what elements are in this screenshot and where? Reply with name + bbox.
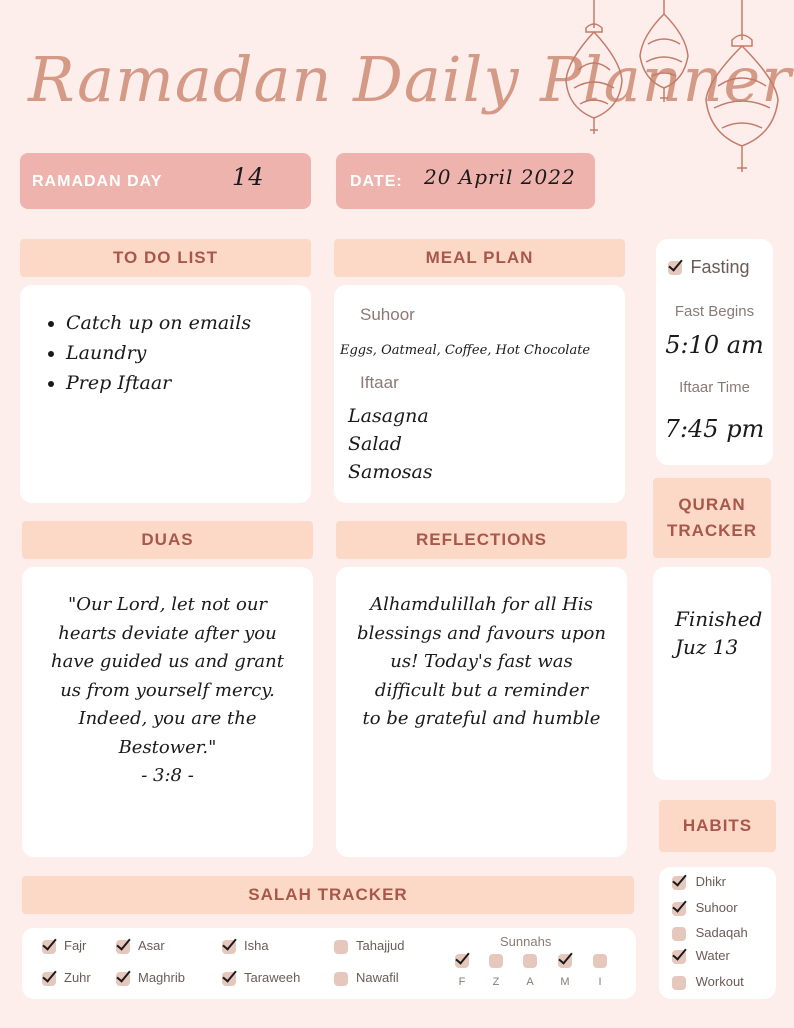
ramadan-day-label: RAMADAN DAY — [32, 173, 163, 190]
ramadan-day-value: 14 — [232, 163, 265, 191]
sunnah-letter: M — [560, 976, 570, 988]
salah-zuhr[interactable] — [42, 970, 91, 986]
lantern-pattern — [646, 39, 682, 76]
salah-label: Isha — [244, 938, 269, 953]
lantern-body — [706, 46, 778, 146]
sunnah-maghrib[interactable] — [555, 954, 575, 988]
reflections-header: REFLECTIONS — [336, 521, 627, 559]
habit-label: Water — [695, 948, 730, 963]
habit-label: Dhikr — [695, 874, 726, 889]
lantern-pattern — [574, 63, 614, 104]
salah-checkbox[interactable] — [334, 972, 348, 986]
todo-list — [20, 307, 251, 399]
reflections-line: difficult but a reminder — [374, 679, 589, 701]
todo-header: TO DO LIST — [20, 239, 311, 277]
lantern-tip — [590, 118, 598, 134]
salah-checkbox[interactable] — [222, 940, 236, 954]
lantern-pattern — [714, 78, 770, 128]
duas-reference: - 3:8 - — [141, 765, 194, 786]
habit-checkbox[interactable] — [672, 927, 686, 941]
lantern-tip — [737, 146, 747, 172]
sunnah-checkbox[interactable] — [489, 954, 503, 968]
duas-line: "Our Lord, let not our — [67, 594, 268, 615]
duas-card — [22, 567, 313, 857]
salah-checkbox[interactable] — [116, 940, 130, 954]
page-title: Ramadan Daily Planner — [28, 43, 792, 116]
sunnah-asar[interactable] — [520, 954, 540, 988]
iftaar-label: Iftaar — [360, 373, 399, 392]
iftaar-item[interactable]: Lasagna — [348, 405, 429, 427]
habit-sadaqah[interactable] — [672, 925, 748, 941]
salah-label: Tahajjud — [356, 938, 405, 953]
reflections-card — [336, 567, 627, 857]
lantern-body — [640, 14, 688, 88]
sunnah-isha[interactable] — [590, 954, 610, 988]
iftaar-item[interactable]: Salad — [348, 433, 402, 455]
sunnah-letter: I — [598, 976, 602, 988]
habit-checkbox[interactable] — [672, 950, 686, 964]
habit-label: Sadaqah — [695, 925, 748, 940]
fasting-checkbox[interactable] — [668, 261, 682, 275]
habit-label: Suhoor — [695, 900, 738, 915]
salah-maghrib[interactable] — [116, 970, 185, 986]
duas-line: hearts deviate after you — [58, 622, 277, 644]
habit-dhikr[interactable] — [672, 874, 726, 890]
habit-checkbox[interactable] — [672, 902, 686, 916]
salah-nawafil[interactable] — [334, 970, 399, 986]
meal-plan-header: MEAL PLAN — [334, 239, 625, 277]
ramadan-day-field[interactable] — [20, 153, 311, 209]
habit-workout[interactable] — [672, 974, 744, 990]
reflections-line: us! Today's fast was — [390, 651, 573, 672]
salah-label: Taraweeh — [244, 970, 301, 985]
reflections-text[interactable] — [336, 591, 627, 734]
date-field[interactable] — [336, 153, 595, 209]
duas-header: DUAS — [22, 521, 313, 559]
quran-progress-line1[interactable]: Finished — [675, 607, 763, 631]
iftaar-item[interactable]: Samosas — [348, 461, 433, 483]
habit-checkbox[interactable] — [672, 876, 686, 890]
sunnah-checkbox[interactable] — [455, 954, 469, 968]
date-value: 20 April 2022 — [424, 165, 576, 189]
salah-checkbox[interactable] — [334, 940, 348, 954]
meal-plan-card — [334, 285, 625, 503]
sunnahs-label: Sunnahs — [500, 934, 552, 949]
fasting-label: Fasting — [690, 257, 750, 277]
lantern-tip — [660, 88, 668, 102]
salah-label: Asar — [138, 938, 165, 953]
duas-line: have guided us and grant — [51, 651, 284, 672]
duas-line: Bestower." — [118, 736, 217, 758]
duas-line: Indeed, you are the — [78, 708, 257, 729]
sunnah-fajr[interactable] — [452, 954, 472, 988]
salah-tahajjud[interactable] — [334, 938, 404, 954]
salah-fajr[interactable] — [42, 938, 86, 954]
date-label: DATE: — [350, 173, 403, 190]
salah-checkbox[interactable] — [42, 940, 56, 954]
salah-tracker-header: SALAH TRACKER — [22, 876, 634, 914]
fasting-card — [656, 239, 773, 465]
sunnah-letter: A — [526, 976, 534, 988]
salah-label: Maghrib — [138, 970, 185, 985]
quran-progress-line2[interactable]: Juz 13 — [675, 635, 739, 659]
duas-line: us from yourself mercy. — [60, 679, 275, 701]
duas-text[interactable] — [22, 591, 313, 791]
sunnah-checkbox[interactable] — [593, 954, 607, 968]
quran-tracker-card — [653, 567, 771, 780]
habits-header: HABITS — [659, 800, 776, 852]
suhoor-text[interactable]: Eggs, Oatmeal, Coffee, Hot Chocolate — [340, 343, 591, 358]
reflections-line: to be grateful and humble — [362, 708, 601, 729]
fast-begins-label: Fast Begins — [674, 303, 755, 320]
fasting-row[interactable] — [668, 257, 749, 278]
lantern-body — [566, 32, 622, 118]
quran-tracker-header — [653, 478, 771, 558]
todo-item[interactable]: • Prep Iftaar — [66, 369, 251, 397]
salah-label: Fajr — [64, 938, 87, 953]
sunnah-checkbox[interactable] — [558, 954, 572, 968]
suhoor-label: Suhoor — [360, 305, 415, 324]
salah-checkbox[interactable] — [42, 972, 56, 986]
habit-suhoor[interactable] — [672, 900, 738, 916]
salah-label: Zuhr — [64, 970, 91, 985]
reflections-line: blessings and favours upon — [357, 622, 606, 644]
reflections-line: Alhamdulillah for all His — [370, 594, 593, 615]
iftaar-time-label: Iftaar Time — [679, 379, 750, 396]
todo-item[interactable]: • Catch up on emails — [66, 309, 251, 337]
fast-begins-time[interactable]: 5:10 am — [665, 331, 764, 359]
salah-checkbox[interactable] — [222, 972, 236, 986]
habit-checkbox[interactable] — [672, 976, 686, 990]
iftaar-time[interactable]: 7:45 pm — [664, 415, 765, 443]
salah-asar[interactable] — [116, 938, 165, 954]
sunnah-letter: Z — [492, 976, 500, 988]
sunnah-letter: F — [458, 976, 466, 988]
salah-isha[interactable] — [222, 938, 269, 954]
salah-label: Nawafil — [356, 970, 399, 985]
sunnah-checkbox[interactable] — [523, 954, 537, 968]
quran-tracker-title: QURAN TRACKER — [666, 495, 758, 540]
salah-checkbox[interactable] — [116, 972, 130, 986]
sunnah-zuhr[interactable] — [486, 954, 506, 988]
todo-item[interactable]: • Laundry — [66, 339, 251, 367]
habit-label: Workout — [695, 974, 744, 989]
todo-card — [20, 285, 311, 503]
habit-water[interactable] — [672, 948, 730, 964]
salah-taraweeh[interactable] — [222, 970, 300, 986]
